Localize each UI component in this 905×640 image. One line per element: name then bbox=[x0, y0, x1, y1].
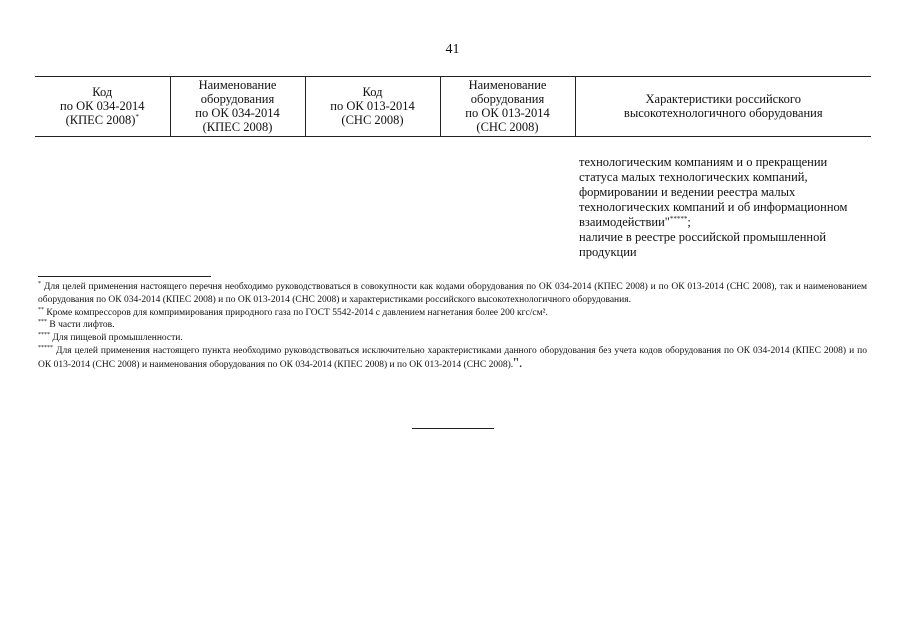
footnote-3: *** В части лифтов. bbox=[38, 319, 115, 331]
header-name-okpd: Наименование оборудования по ОК 034-2014 (КПЕС 2008) bbox=[170, 77, 305, 137]
footnote-separator bbox=[38, 276, 211, 277]
cell-name-okof bbox=[440, 137, 575, 261]
header-characteristics: Характеристики российского высокотехнологичного оборудования bbox=[575, 77, 871, 137]
header-code-okof: Код по ОК 013-2014 (СНС 2008) bbox=[305, 77, 440, 137]
cell-code-okof bbox=[305, 137, 440, 261]
footnote-4: **** Для пищевой промышленности. bbox=[38, 332, 183, 344]
cell-code-okpd bbox=[35, 137, 170, 261]
header-code-okpd: Код по ОК 034-2014 (КПЕС 2008)* bbox=[35, 77, 170, 137]
footnote-ref: ***** bbox=[669, 214, 688, 223]
footnote-ref: * bbox=[135, 112, 139, 121]
footnotes bbox=[38, 281, 867, 372]
table-header-row bbox=[35, 77, 871, 137]
header-name-okof: Наименование оборудования по ОК 013-2014 (СНС 2008) bbox=[440, 77, 575, 137]
cell-characteristics: технологическим компаниям и о прекращении статуса малых технологических компаний, формировании и ведении реестра малых технологических компаний и об информационном взаимодействии"*****; наличие в реестре российской промышленной продукции bbox=[579, 155, 848, 259]
closing-quote-mark: ". bbox=[513, 355, 523, 371]
page-number: 41 bbox=[445, 42, 460, 57]
footnote-2: ** Кроме компрессоров для компримирования природного газа по ГОСТ 5542-2014 с давлением нагнетания более 200 кгс/см². bbox=[38, 306, 548, 318]
end-rule bbox=[412, 428, 494, 429]
table-row bbox=[35, 137, 871, 261]
footnote-1: * Для целей применения настоящего перечня необходимо руководствоваться в совокупности как кодами оборудования по ОК 034-2014 (КПЕС 2008) и по ОК 013-2014 (СНС 2008), так и наименованием оборудования по ОК 034-2014 (КПЕС 2008) и по ОК 013-2014 (СНС 2008) и характеристиками российского высокотехнологичного оборудования. bbox=[38, 280, 867, 305]
footnote-5: ***** Для целей применения настоящего пункта необходимо руководствоваться исключительно характеристиками данного оборудования без учета кодов оборудования по ОК 034-2014 (КПЕС 2008) и по ОК 013-2014 (СНС 2008) и наименования оборудования по ОК 034-2014 (КПЕС 2008) и по ОК 013-2014 (СНС 2008).". bbox=[38, 344, 867, 371]
cell-name-okpd bbox=[170, 137, 305, 261]
equipment-table bbox=[35, 76, 871, 260]
